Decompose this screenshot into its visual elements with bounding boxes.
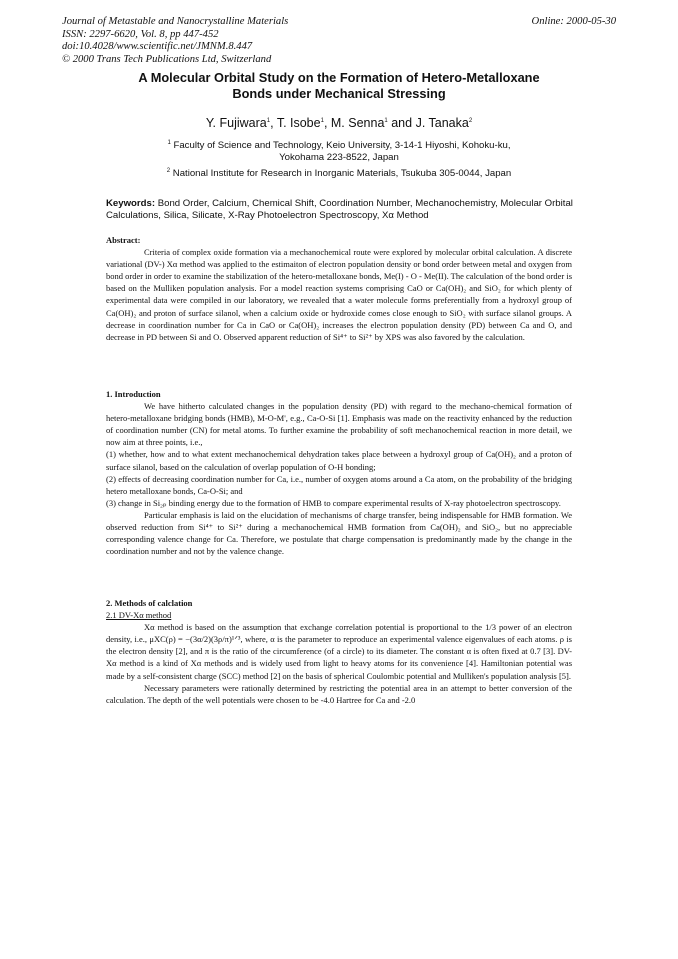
title-line-2: Bonds under Mechanical Stressing — [232, 85, 446, 101]
author-separator: and — [387, 116, 416, 130]
abstract-text: Criteria of complex oxide formation via a mechanochemical route were explored by molecular orbital calculation. A discrete variational (DV-) Xα method was applied to the estimaiton of electron population density or bond order between metal and oxygen from bond order in order to examine the stabilization of the hetero-metalloxane bonds, Me(I) - O - Me(II). The calculation of the bond order is based on the Mulliken population analysis. For a model reaction systems comprising CaO or Ca(OH)₂ and SiO₂ for which plenty of experimental data were compiled in our laboratory, we revealed that a water molecule forms preferentially from a hydroxyl group of Ca(OH)₂ and proton of surface silanol, when a calcium oxide or hydroxide comes close enough to SiO₂ with surface silanol groups. A decrease in coordination number for Ca in CaO or Ca(OH)₂ increases the electron population density (PD) between Ca and O, and decrease in PD between Si and O. Observed apparent reduction of Si⁴⁺ to Si²⁺ by XPS was also favored by the calculation. — [106, 247, 573, 342]
affiliation-mark: 1 — [167, 139, 171, 146]
author-name: Y. Fujiwara — [205, 116, 267, 130]
author-affiliation-mark: 2 — [468, 117, 473, 124]
author-list — [62, 116, 616, 130]
paragraph: We have hitherto calculated changes in the population density (PD) with regard to the mechano-chemical formation of hetero-metalloxane bridging bonds (HMB), M-O-M', e.g., Ca-O-Si [1]. Emphasis was made on the reactivity enhanced by the reduction of coordination number (CN) for metal atoms. To further examine the probability of soft mechanochemical reaction in more detail, we now aim at three points, i.e., — [106, 401, 572, 448]
journal-doi: doi:10.4028/www.scientific.net/JMNM.8.447 — [62, 41, 253, 53]
introduction-section — [106, 388, 572, 557]
methods-subheading: 2.1 DV-Xα method — [106, 610, 172, 621]
journal-name: Journal of Metastable and Nanocrystalline Materials — [62, 16, 289, 27]
methods-heading: 2. Methods of calclation — [106, 598, 193, 608]
paragraph: Necessary parameters were rationally determined by restricting the potential area in an attempt to better conversion of the calculation. The depth of the well potentials were chosen to be -4.0 Hartree for Ca and -2.0 — [106, 682, 572, 705]
affiliation-text: Yokohama 223-8522, Japan — [279, 151, 399, 163]
author-name: J. Tanaka — [415, 116, 469, 130]
paragraph: Particular emphasis is laid on the elucidation of mechanisms of charge transfer, being indispensable for HMB formation. We observed reduction from Si⁴⁺ to Si²⁺ during a mechanochemical HMB formation from Ca(OH)₂ and SiO₂, but no appreciable corresponding valence change for Ca. Therefore, we postulate that charge compensation is predominantly made by the change in the coordination number and not by the valence change. — [106, 509, 572, 557]
affiliation-text: Faculty of Science and Technology, Keio University, 3-14-1 Hiyoshi, Kohoku-ku, — [173, 140, 511, 151]
online-date: Online: 2000-05-30 — [531, 16, 616, 27]
introduction-heading: 1. Introduction — [106, 389, 161, 399]
affiliation-text: National Institute for Research in Inorganic Materials, Tsukuba 305-0044, Japan — [172, 168, 512, 179]
author-separator: , — [270, 116, 277, 130]
affiliation-mark: 2 — [166, 167, 171, 174]
author-affiliation-mark: 1 — [320, 117, 324, 124]
journal-info — [62, 16, 482, 66]
keywords-text: Bond Order, Calcium, Chemical Shift, Coordination Number, Mechanochemistry, Molecular Orbital Calculations, Silica, Silicate, X-Ray Photoelectron Spectroscopy, Xα Method — [106, 198, 573, 221]
affiliation-2 — [62, 168, 616, 180]
affiliation-1 — [62, 140, 616, 164]
author-separator: , — [323, 116, 331, 130]
abstract-section — [106, 234, 572, 343]
title-line-1: A Molecular Orbital Study on the Formation of Hetero-Metalloxane — [138, 70, 540, 85]
paragraph: Xα method is based on the assumption that exchange correlation potential is proportional to the 1/3 power of an electron density, i.e., μXC(ρ) = −(3α/2)(3ρ/π)¹ᐟ³, where, α is the parameter to reproduce an experimental valence eigenvalues of each atoms. ρ is the electron density [2], and π is the ratio of the circumference (of a circle) to its diameter. The constant α is often fixed at 0.7 [3]. DV-Xα method is a kind of Xα methods and is widely used from light to heavy atoms for its convenience [4]. Hamiltonian potential was made by a self-consistent charge (SCC) method [2] on the basis of spherical Coulombic potential and Mulliken's population analysis [5]. — [106, 622, 572, 681]
journal-issn: ISSN: 2297-6620, Vol. 8, pp 447-452 — [62, 28, 219, 40]
author-name: T. Isobe — [276, 116, 321, 130]
list-item: (2) effects of decreasing coordination number for Ca, i.e., number of oxygen atoms around a Ca atom, on the probability of the bridging hetero metalloxane bonds, Ca-O-Si; and — [106, 473, 572, 496]
author-name: M. Senna — [330, 116, 385, 130]
journal-copyright: © 2000 Trans Tech Publications Ltd, Switzerland — [62, 53, 272, 65]
list-item: (1) whether, how and to what extent mechanochemical dehydration takes place between a hydroxyl group of Ca(OH)₂ and a proton of surface silanol, based on the calculation of overlap population of O-H bonding; — [106, 449, 572, 472]
paper-title — [62, 70, 616, 101]
list-item: (3) change in Si₂ₚ binding energy due to the formation of HMB to compare experimental results of X-ray photoelectron spectroscopy. — [106, 497, 561, 508]
author-affiliation-mark: 1 — [266, 117, 271, 124]
abstract-heading: Abstract: — [106, 235, 141, 245]
keywords-label: Keywords: — [106, 198, 156, 209]
author-affiliation-mark: 1 — [384, 117, 388, 124]
keywords — [106, 198, 574, 221]
methods-section — [106, 597, 572, 706]
